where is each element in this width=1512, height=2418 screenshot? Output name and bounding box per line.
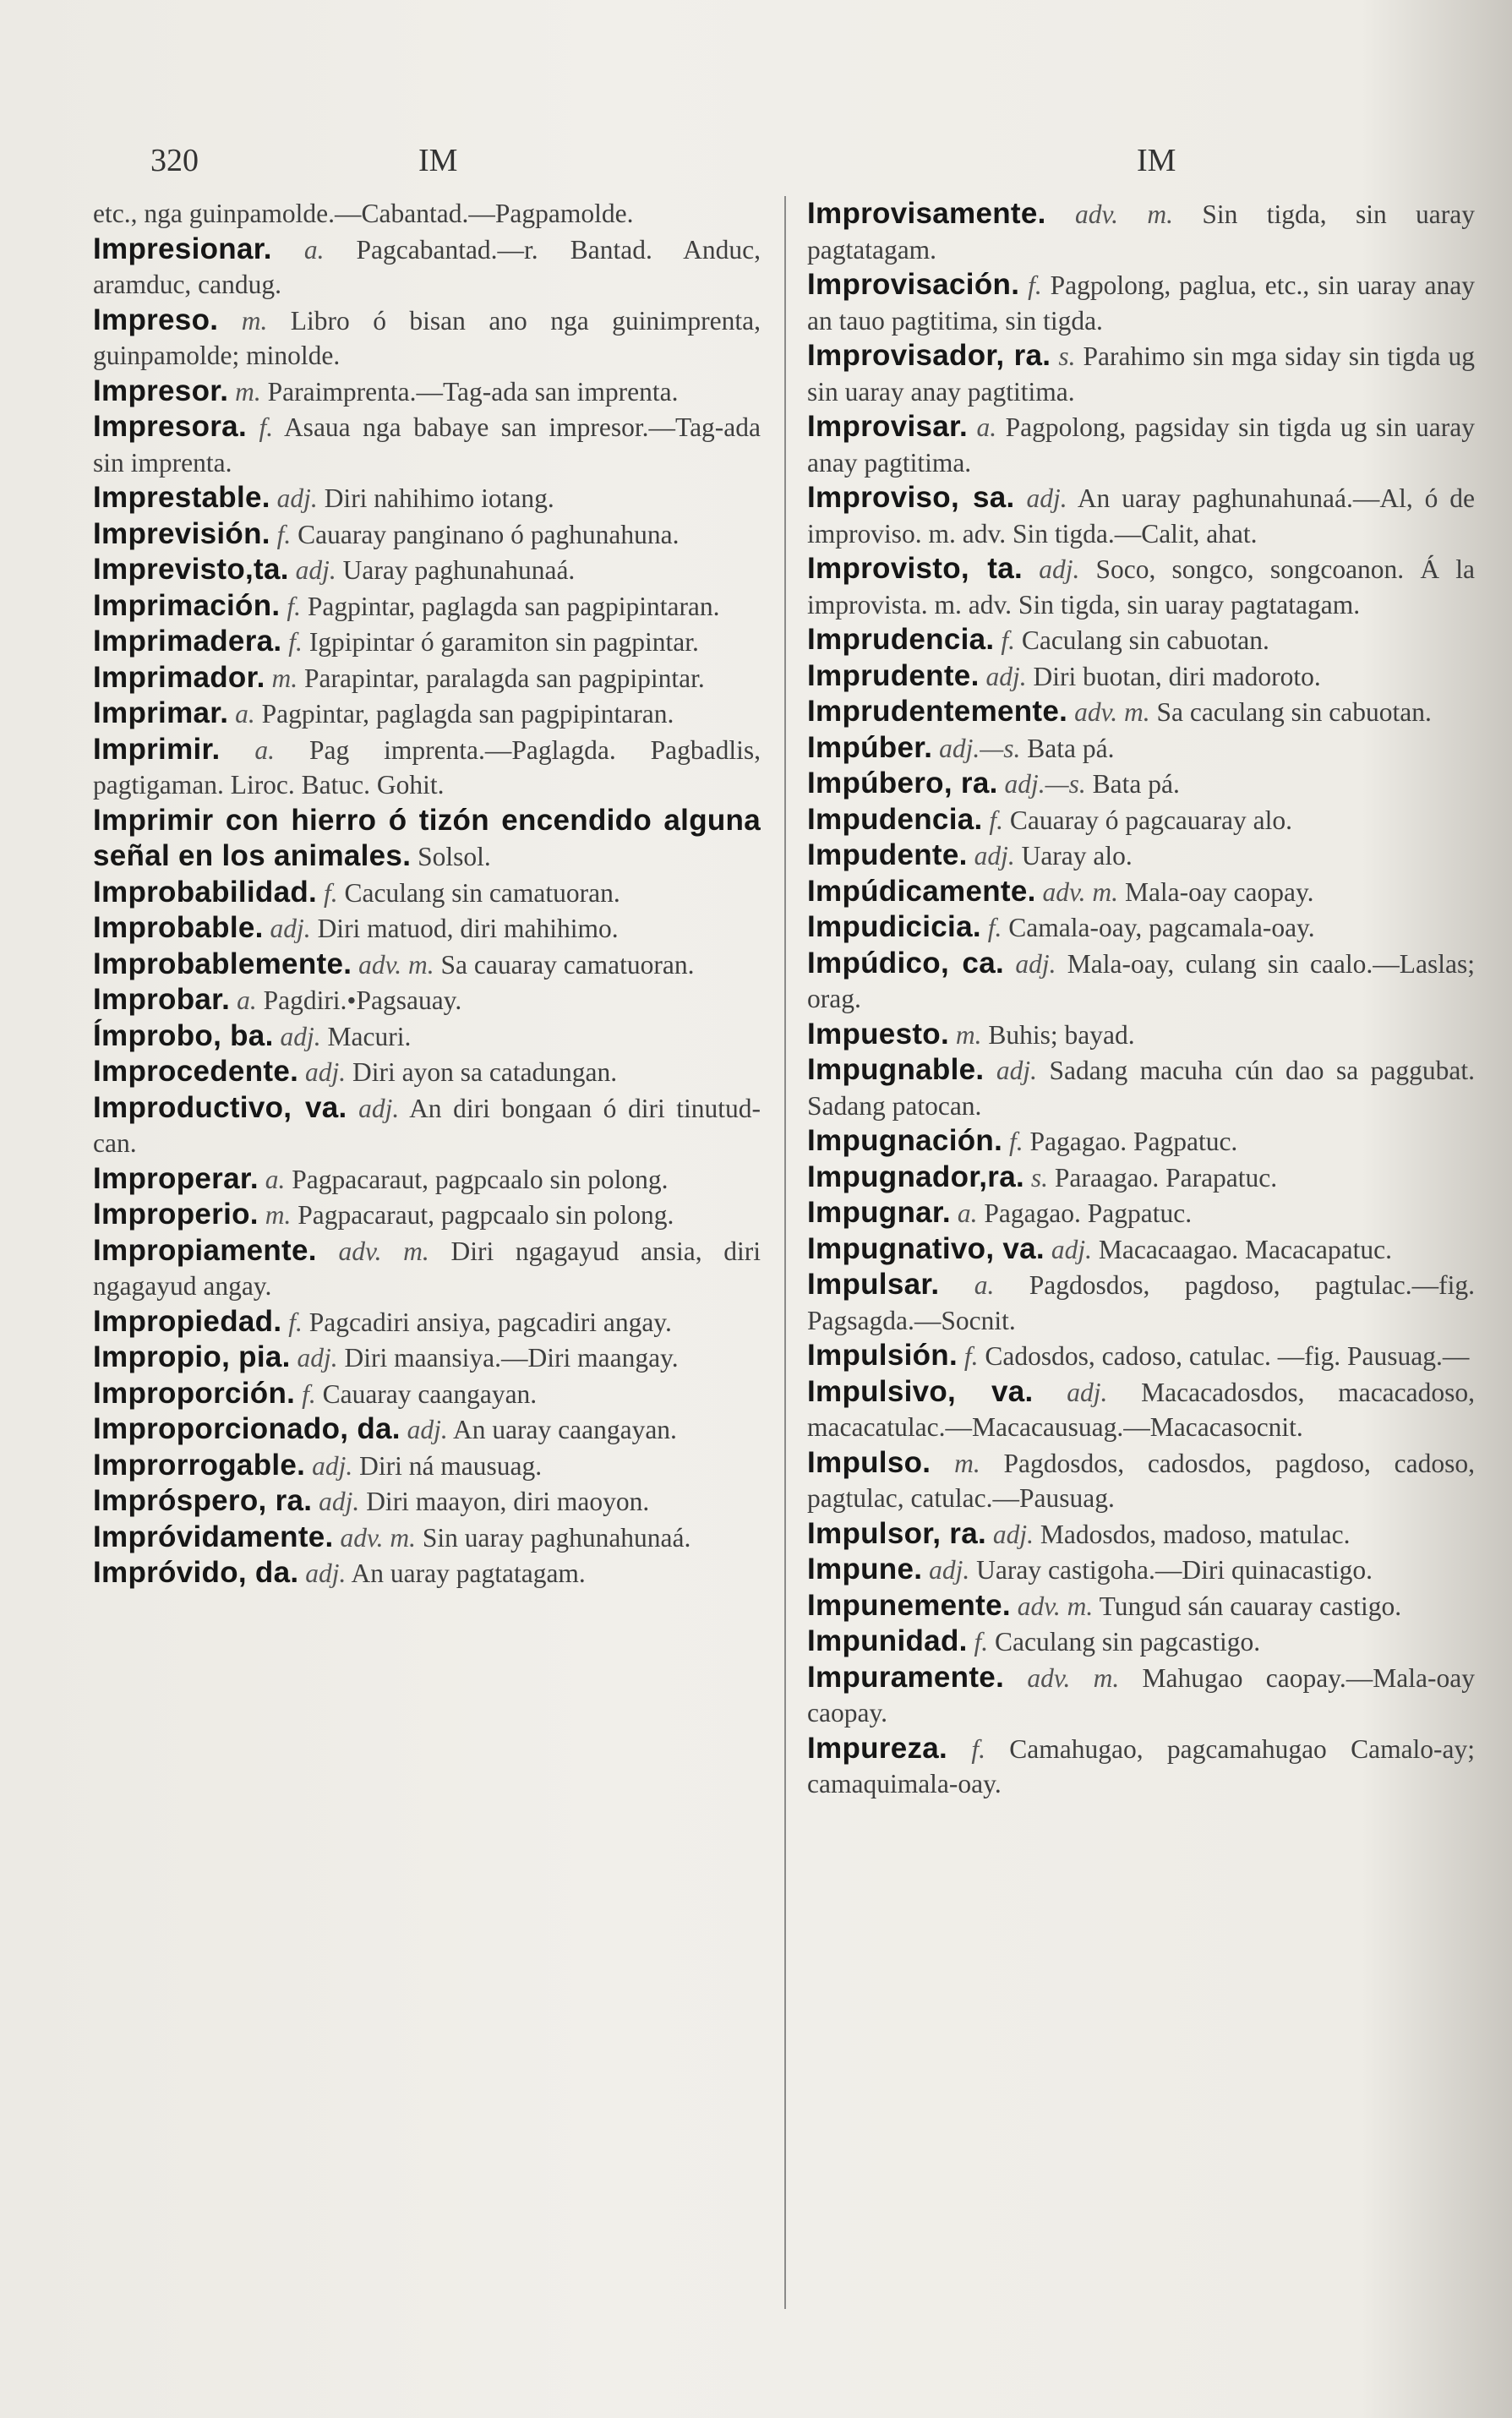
dictionary-entry — [93, 588, 761, 625]
entry-grammar: adj. — [992, 1519, 1034, 1549]
dictionary-entry — [93, 624, 761, 660]
entry-grammar: f. — [287, 591, 301, 621]
right-column — [807, 196, 1475, 1802]
entry-definition: Buhis; bayad. — [988, 1019, 1135, 1050]
entry-definition: Sin tigda, sin uaray pagtatagam. — [807, 199, 1476, 265]
entry-grammar: f. — [989, 805, 1004, 835]
entry-grammar: adj. — [929, 1555, 970, 1585]
dictionary-entry — [807, 267, 1475, 338]
entry-definition: Sa cauaray camatuoran. — [440, 949, 695, 980]
entry-definition: Cadosdos, cadoso, catulac. —fig. Pausuag.— — [985, 1341, 1470, 1371]
entry-definition: Solsol. — [418, 842, 491, 871]
running-head — [0, 142, 1512, 184]
entry-headword: Imprimación. — [93, 588, 281, 622]
dictionary-entry — [807, 409, 1475, 480]
entry-headword: Impúdico, ca. — [807, 946, 1004, 980]
entry-headword: Imprudente. — [807, 658, 980, 692]
entry-headword: Imprimir. — [93, 732, 221, 766]
entry-headword: Impróvidamente. — [93, 1520, 334, 1553]
entry-grammar: adv. m. — [1027, 1662, 1120, 1693]
entry-headword: Impunemente. — [807, 1588, 1011, 1622]
entry-headword: Impúdicamente. — [807, 874, 1036, 908]
entry-grammar: adv. m. — [1042, 876, 1119, 907]
entry-headword: Impulsar. — [807, 1268, 940, 1301]
entry-definition: Sa caculang sin cabuotan. — [1156, 697, 1432, 727]
left-guide-word: IM — [418, 143, 458, 178]
entry-grammar: m. — [955, 1019, 982, 1050]
entry-grammar: f. — [1001, 625, 1015, 655]
entry-headword: Impugnador,ra. — [807, 1160, 1025, 1193]
entry-grammar: adj. — [1039, 554, 1080, 584]
entry-definition: Camala-oay, pagcamala-oay. — [1008, 913, 1315, 942]
dictionary-entry — [93, 982, 761, 1018]
entry-headword: Impúbero, ra. — [807, 767, 998, 800]
dictionary-entry — [93, 803, 761, 875]
entry-grammar: s. — [1058, 341, 1076, 371]
entry-definition: Mahugao caopay.—Mala-oay caopay. — [807, 1662, 1475, 1728]
entry-headword: Improperio. — [93, 1198, 259, 1231]
dictionary-entry — [93, 1197, 761, 1233]
entry-definition: Tungud sán cauaray castigo. — [1099, 1591, 1402, 1621]
entry-grammar: adj. — [996, 1056, 1038, 1085]
dictionary-entry — [93, 480, 761, 516]
entry-definition: Pagdiri.•Pagsauay. — [263, 985, 462, 1015]
entry-definition: Pagpintar, paglagda san pagpipintaran. — [261, 699, 674, 729]
entry-grammar: f. — [971, 1733, 986, 1764]
dictionary-entry — [807, 1516, 1475, 1553]
entry-headword: Impresor. — [93, 374, 229, 407]
entry-definition: Cauaray panginano ó paghunahuna. — [297, 519, 680, 549]
entry-definition: Parapintar, paralagda san pagpipintar. — [304, 663, 705, 693]
entry-definition: Sin uaray paghunahunaá. — [422, 1522, 691, 1553]
entry-grammar: f. — [302, 1378, 316, 1409]
entry-grammar: f. — [288, 1307, 303, 1337]
entry-definition: Pagpintar, paglagda san pagpipintaran. — [307, 591, 720, 621]
entry-headword: Imprimador. — [93, 660, 265, 694]
entry-definition: Mala-oay caopay. — [1124, 876, 1314, 907]
entry-headword: Improperar. — [93, 1161, 259, 1195]
entry-definition: Uaray alo. — [1021, 841, 1133, 871]
right-guide-word: IM — [1137, 143, 1176, 178]
entry-definition: Sadang macuha cún dao sa paggubat. Sadang patocan. — [807, 1056, 1476, 1121]
page-number: 320 — [150, 143, 199, 178]
entry-grammar: f. — [288, 627, 303, 657]
entry-headword: Improvisamente. — [807, 197, 1046, 230]
entry-headword: Impuesto. — [807, 1017, 949, 1051]
dictionary-entry — [807, 1017, 1475, 1053]
entry-grammar: adj. — [974, 841, 1015, 871]
dictionary-entry — [807, 1160, 1475, 1196]
entry-headword: Impugnar. — [807, 1196, 951, 1229]
entry-grammar: adj.—s. — [939, 733, 1021, 763]
entry-definition: Bata pá. — [1092, 769, 1180, 799]
entry-headword: Improbablemente. — [93, 947, 352, 980]
entry-definition: Diri maansiya.—Diri maangay. — [344, 1343, 679, 1373]
entry-headword: Impureza. — [807, 1731, 948, 1765]
dictionary-entry — [807, 1660, 1475, 1731]
dictionary-entry — [807, 1374, 1475, 1445]
entry-headword: Impróspero, ra. — [93, 1484, 313, 1517]
entry-grammar: adj. — [1026, 483, 1067, 513]
dictionary-entry — [807, 480, 1475, 551]
entry-definition: An diri bongaan ó diri tinutud-can. — [93, 1093, 761, 1158]
entry-definition: Pagdosdos, pagdoso, pagtulac.—fig. Pagsagda.—Socnit. — [807, 1270, 1475, 1335]
entry-grammar: adj. — [1015, 948, 1056, 979]
entry-definition: Asaua nga babaye san impresor.—Tag-ada sin imprenta. — [93, 412, 761, 478]
entry-grammar: adj. — [985, 661, 1027, 691]
dictionary-entry — [807, 730, 1475, 767]
dictionary-entry — [807, 338, 1475, 409]
entry-grammar: f. — [963, 1341, 979, 1371]
entry-headword: Impropio, pia. — [93, 1340, 291, 1373]
entry-grammar: f. — [1008, 1127, 1023, 1156]
entry-grammar: f. — [259, 412, 274, 442]
entry-definition: etc., nga guinpamolde.—Cabantad.—Pagpamolde. — [93, 199, 634, 228]
entry-headword: Improbabilidad. — [93, 875, 318, 909]
entry-grammar: a. — [974, 1270, 995, 1300]
entry-grammar: f. — [276, 519, 292, 549]
entry-headword: Improporcionado, da. — [93, 1412, 401, 1445]
entry-headword: Impulsor, ra. — [807, 1516, 987, 1550]
dictionary-entry — [93, 910, 761, 947]
dictionary-entry — [93, 1483, 761, 1520]
entry-headword: Impulsión. — [807, 1339, 958, 1372]
entry-grammar: m. — [235, 376, 261, 407]
entry-definition: Pagcadiri ansiya, pagcadiri angay. — [308, 1307, 672, 1337]
dictionary-entry — [93, 660, 761, 696]
entry-grammar: adv. m. — [340, 1522, 416, 1553]
dictionary-entry — [93, 1054, 761, 1090]
dictionary-entry — [93, 947, 761, 983]
entry-headword: Impresionar. — [93, 232, 272, 265]
entry-grammar: adv. m. — [338, 1236, 429, 1266]
entry-grammar: adv. m. — [358, 949, 434, 980]
entry-definition: Cauaray caangayan. — [322, 1378, 538, 1409]
entry-grammar: adj. — [407, 1415, 448, 1444]
entry-headword: Impune. — [807, 1553, 923, 1586]
dictionary-entry — [93, 196, 761, 232]
entry-definition: An uaray caangayan. — [452, 1415, 677, 1444]
entry-definition: Diri matuod, diri mahihimo. — [317, 914, 619, 943]
dictionary-entry — [807, 1338, 1475, 1374]
entry-headword: Improviso, sa. — [807, 481, 1015, 514]
entry-definition: Pagdosdos, cadosdos, pagdoso, cadoso, pagtulac, catulac.—Pausuag. — [807, 1448, 1476, 1513]
dictionary-entry — [93, 732, 761, 803]
entry-headword: Impresora. — [93, 410, 247, 443]
entry-definition: Pag imprenta.—Paglagda. Pagbadlis, pagtigaman. Liroc. Batuc. Gohit. — [93, 734, 761, 800]
dictionary-entry — [807, 1588, 1475, 1624]
entry-definition: Diri buotan, diri madoroto. — [1033, 661, 1321, 691]
entry-grammar: adv. m. — [1075, 199, 1174, 229]
entry-definition: Uaray castigoha.—Diri quinacastigo. — [976, 1555, 1373, 1585]
entry-headword: Impreso. — [93, 303, 219, 336]
entry-headword: Impropiamente. — [93, 1233, 317, 1267]
entry-headword: Impróvido, da. — [93, 1556, 299, 1589]
entry-definition: Cauaray ó pagcauaray alo. — [1009, 805, 1292, 835]
entry-headword: Imprimar. — [93, 696, 229, 729]
dictionary-entry — [93, 1520, 761, 1556]
entry-grammar: m. — [271, 663, 298, 693]
dictionary-entry — [93, 516, 761, 553]
dictionary-entry — [807, 1445, 1475, 1516]
entry-definition: Soco, songco, songcoanon. Á la improvista. m. adv. Sin tigda, sin uaray pagtatagam. — [807, 554, 1475, 620]
dictionary-entry — [807, 622, 1475, 658]
dictionary-entry — [93, 232, 761, 303]
entry-definition: Pagagao. Pagpatuc. — [984, 1198, 1193, 1228]
dictionary-entry — [807, 874, 1475, 910]
entry-headword: Impudencia. — [807, 802, 983, 836]
dictionary-entry — [93, 875, 761, 911]
entry-definition: Bata pá. — [1027, 733, 1115, 763]
dictionary-entry — [93, 1304, 761, 1340]
entry-grammar: a. — [235, 699, 255, 729]
entry-definition: Pagpolong, pagsiday sin tigda ug sin uaray anay pagtitima. — [807, 412, 1475, 478]
entry-grammar: adj. — [305, 1057, 347, 1087]
dictionary-entry — [807, 802, 1475, 838]
entry-headword: Improbar. — [93, 983, 231, 1016]
entry-definition: Mala-oay, culang sin caalo.—Laslas; orag. — [807, 948, 1475, 1013]
entry-grammar: a. — [303, 234, 325, 265]
entry-headword: Improvisto, ta. — [807, 552, 1023, 585]
left-column — [93, 196, 761, 1591]
entry-grammar: adj. — [270, 914, 311, 943]
entry-headword: Improvisar. — [807, 410, 969, 443]
entry-headword: Impunidad. — [807, 1624, 968, 1657]
dictionary-entry — [807, 1731, 1475, 1802]
column-divider — [784, 196, 786, 2309]
dictionary-entry — [93, 696, 761, 732]
entry-grammar: f. — [987, 913, 1002, 942]
dictionary-entry — [807, 196, 1475, 267]
entry-headword: Imprestable. — [93, 481, 270, 514]
entry-definition: Diri nahihimo iotang. — [324, 483, 554, 513]
entry-grammar: adj.—s. — [1004, 769, 1086, 799]
entry-definition: Caculang sin pagcastigo. — [995, 1627, 1261, 1657]
entry-grammar: adj. — [319, 1487, 360, 1516]
entry-headword: Imprevisión. — [93, 516, 270, 550]
dictionary-entry — [93, 1448, 761, 1484]
dictionary-entry — [807, 1624, 1475, 1660]
dictionary-entry — [807, 1267, 1475, 1338]
entry-headword: Impudente. — [807, 838, 968, 871]
entry-definition: Macacaagao. Macacapatuc. — [1098, 1234, 1392, 1264]
entry-grammar: adj. — [312, 1450, 353, 1481]
dictionary-entry — [807, 946, 1475, 1017]
entry-grammar: m. — [954, 1448, 980, 1478]
entry-definition: Diri ayon sa catadungan. — [352, 1057, 618, 1087]
entry-grammar: adv. m. — [1017, 1591, 1094, 1621]
dictionary-entry — [93, 303, 761, 374]
dictionary-entry — [807, 1123, 1475, 1160]
entry-definition: Paraagao. Parapatuc. — [1054, 1162, 1278, 1193]
entry-definition: Uaray paghunahunaá. — [342, 555, 576, 585]
entry-headword: Improbable. — [93, 911, 264, 944]
entry-grammar: adj. — [297, 1343, 338, 1373]
dictionary-entry — [93, 552, 761, 588]
entry-definition: Caculang sin cabuotan. — [1021, 625, 1269, 655]
entry-headword: Improvisador, ra. — [807, 339, 1051, 372]
entry-headword: Improcedente. — [93, 1055, 299, 1088]
entry-definition: Igpipintar ó garamiton sin pagpintar. — [308, 627, 699, 657]
dictionary-entry — [807, 909, 1475, 946]
entry-definition: Diri ngagayud ansia, diri ngagayud angay. — [93, 1236, 761, 1301]
dictionary-entry — [93, 1340, 761, 1376]
dictionary-entry — [807, 658, 1475, 695]
entry-grammar: adj. — [276, 483, 318, 513]
dictionary-entry — [93, 374, 761, 410]
entry-grammar: adj. — [1051, 1234, 1092, 1264]
entry-headword: Impulsivo, va. — [807, 1374, 1034, 1408]
entry-definition: An uaray paghunahunaá.—Al, ó de improviso. m. adv. Sin tigda.—Calit, ahat. — [807, 483, 1476, 549]
dictionary-entry — [807, 838, 1475, 874]
dictionary-entry — [93, 1161, 761, 1198]
entry-grammar: a. — [976, 412, 997, 442]
entry-definition: Madosdos, madoso, matulac. — [1040, 1519, 1351, 1549]
entry-headword: Improrrogable. — [93, 1448, 306, 1482]
dictionary-entry — [93, 1233, 761, 1304]
entry-definition: Pagcabantad.—r. Bantad. Anduc, aramduc, candug. — [93, 234, 761, 299]
entry-definition: Pagpacaraut, pagpcaalo sin polong. — [297, 1200, 674, 1230]
entry-headword: Imprimadera. — [93, 625, 282, 658]
dictionary-entry — [93, 1376, 761, 1412]
dictionary-entry — [807, 1231, 1475, 1268]
entry-headword: Impulso. — [807, 1445, 931, 1479]
entry-headword: Imprudentemente. — [807, 695, 1068, 728]
entry-grammar: adj. — [295, 555, 336, 585]
entry-grammar: a. — [254, 734, 276, 765]
dictionary-entry — [807, 551, 1475, 622]
dictionary-entry — [93, 409, 761, 480]
entry-headword: Impudicicia. — [807, 910, 981, 943]
entry-definition: Paraimprenta.—Tag-ada san imprenta. — [267, 376, 679, 407]
entry-headword: Impropiedad. — [93, 1304, 282, 1338]
entry-headword: Impúber. — [807, 730, 933, 764]
dictionary-entry — [807, 1552, 1475, 1588]
dictionary-entry — [93, 1411, 761, 1448]
entry-definition: Libro ó bisan ano nga guinimprenta, guinpamolde; minolde. — [93, 305, 761, 370]
entry-grammar: m. — [241, 305, 268, 336]
entry-grammar: adj. — [305, 1558, 347, 1588]
entry-grammar: a. — [237, 985, 257, 1015]
entry-definition: Camahugao, pagcamahugao Camalo-ay; camaquimala-oay. — [807, 1733, 1476, 1798]
entry-grammar: f. — [974, 1627, 989, 1657]
entry-headword: Impugnable. — [807, 1053, 985, 1086]
entry-definition: Parahimo sin mga siday sin tigda ug sin uaray anay pagtitima. — [807, 341, 1475, 407]
dictionary-entry — [93, 1090, 761, 1161]
entry-headword: Impuramente. — [807, 1660, 1005, 1694]
entry-grammar: f. — [323, 877, 338, 908]
entry-definition: Diri maayon, diri maoyon. — [366, 1487, 650, 1516]
entry-headword: Impugnativo, va. — [807, 1231, 1045, 1265]
entry-grammar: adj. — [280, 1021, 321, 1051]
entry-headword: Impugnación. — [807, 1124, 1003, 1157]
entry-definition: Macuri. — [327, 1021, 412, 1051]
dictionary-entry — [807, 694, 1475, 730]
entry-definition: Pagagao. Pagpatuc. — [1029, 1127, 1238, 1156]
entry-definition: Pagpolong, paglua, etc., sin uaray anay an tauo pagtitima, sin tigda. — [807, 270, 1476, 336]
entry-headword: Improporción. — [93, 1376, 296, 1410]
dictionary-entry — [807, 1052, 1475, 1123]
entry-headword: Improductivo, va. — [93, 1090, 347, 1124]
entry-grammar: a. — [957, 1198, 978, 1228]
dictionary-entry — [93, 1555, 761, 1591]
dictionary-entry — [93, 1018, 761, 1055]
entry-grammar: adj. — [1067, 1377, 1108, 1407]
entry-grammar: m. — [265, 1200, 292, 1230]
entry-grammar: adj. — [358, 1093, 400, 1123]
entry-definition: An uaray pagtatagam. — [351, 1558, 586, 1588]
entry-grammar: f. — [1028, 270, 1042, 300]
entry-definition: Caculang sin camatuoran. — [344, 877, 620, 908]
entry-grammar: a. — [265, 1164, 286, 1194]
entry-definition: Diri ná mausuag. — [359, 1450, 543, 1481]
dictionary-entry — [807, 766, 1475, 802]
entry-grammar: s. — [1030, 1162, 1049, 1193]
dictionary-entry — [807, 1195, 1475, 1231]
entry-definition: Pagpacaraut, pagpcaalo sin polong. — [292, 1164, 669, 1194]
entry-headword: Imprimir con hierro ó tizón encendido alguna señal en los animales. — [93, 803, 761, 872]
entry-headword: Improvisación. — [807, 268, 1020, 301]
entry-headword: Imprudencia. — [807, 623, 995, 656]
entry-definition: Macacadosdos, macacadoso, macacatulac.—Macacausuag.—Macacasocnit. — [807, 1377, 1476, 1442]
entry-grammar: adv. m. — [1074, 697, 1150, 727]
entry-headword: Ímprobo, ba. — [93, 1018, 274, 1052]
entry-headword: Imprevisto,ta. — [93, 553, 289, 586]
